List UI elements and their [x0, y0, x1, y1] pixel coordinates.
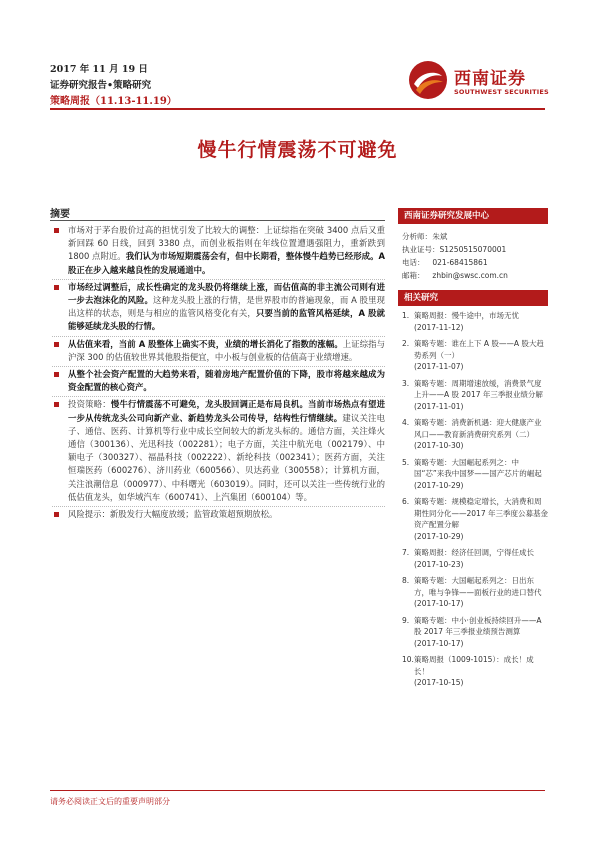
report-type: 策略周报（11.13-11.19） — [50, 96, 177, 107]
related-report-title: 策略专题：大国崛起系列之：日出东方，唯与争锋——面板行业的进口替代 — [414, 576, 542, 597]
report-category: 证券研究报告•策略研究 — [50, 80, 152, 91]
analyst-email[interactable]: zhbin@swsc.com.cn — [432, 271, 508, 280]
analyst-email-label: 邮箱： — [402, 271, 425, 280]
bullet-emphasis: 我们认为市场短期震荡会有，但中长期看，整体慢牛趋势已经形成。A 股正在步入越来越良性的发展通道中。 — [68, 251, 385, 275]
bullet-emphasis: 只要当前的监管风格延续，A 股就能够延续龙头股的行情。 — [68, 308, 386, 332]
summary-divider — [50, 220, 385, 221]
analyst-phone-label: 电话： — [402, 258, 425, 267]
header-divider — [50, 108, 545, 110]
related-report-date: (2017-10-17) — [414, 599, 464, 608]
report-header — [50, 62, 250, 110]
related-report-title: 策略专题：规模稳定增长，大消费和周期性同分化——2017 年三季度公募基金资产配置分解 — [414, 497, 548, 529]
analyst-license-row — [402, 243, 544, 256]
bullet-emphasis: 慢牛行情震荡不可避免，龙头股回调正是布局良机。当前市场热点有望进一步从传统龙头公司向新产业、新趋势龙头公司传导，结构性行情继续。 — [68, 399, 386, 423]
bullet-lead: 从估值来看，当前 A 股整体上确实不贵，业绩的增长消化了指数的涨幅。 — [68, 338, 343, 349]
bullet-square-icon — [54, 402, 59, 407]
bullet-text: 市场对于茅台股价过高的担忧引发了比较大的调整：上证综指在突破 3400 点后又重新回踩 60 日线，回到 3380 点，而创业板指则在年线位置遭遇强阻力，重新跌到 1800 点附近。 — [68, 225, 385, 262]
related-report-item[interactable]: 3. 策略专题：周期增速放缓，消费景气度上升——A 股 2017 年三季报业绩分解 (2017-11-01) — [402, 378, 548, 413]
related-report-item[interactable]: 2. 策略专题：谁在上下 A 股——A 股大趋势系列（一） (2017-11-07) — [402, 338, 548, 373]
related-report-title: 策略周报：慢牛途中，市场无忧 — [414, 311, 519, 320]
related-report-date: (2017-11-07) — [414, 362, 464, 371]
related-report-item[interactable]: 7. 策略周报：经济任回调，宁得任成长 (2017-10-23) — [402, 547, 548, 570]
related-report-date: (2017-10-17) — [414, 638, 464, 648]
bullet-text: 风险提示：新股发行大幅度放缓；监管政策超预期放松。 — [68, 509, 278, 520]
summary-heading: 摘要 — [50, 209, 70, 220]
analyst-email-row — [402, 269, 544, 282]
bullet-square-icon — [54, 285, 59, 290]
related-report-item[interactable]: 8. 策略专题：大国崛起系列之：日出东方，唯与争锋——面板行业的进口替代 (2017-10-17) — [402, 575, 548, 610]
analyst-license: S1250515070001 — [439, 245, 507, 254]
related-report-title: 策略专题：大国崛起系列之：中国“芯”来我中国梦——国产芯片的崛起 — [414, 457, 542, 478]
page-title: 慢牛行情震荡不可避免 — [197, 139, 398, 161]
related-report-item[interactable]: 1. 策略周报：慢牛途中，市场无忧 (2017-11-12) — [402, 310, 548, 333]
analyst-name: 朱斌 — [432, 232, 448, 241]
report-date: 2017 年 11 月 19 日 — [50, 64, 148, 75]
analyst-phone-row — [402, 256, 544, 269]
related-report-title: 策略周报（1009-1015）：成长！成长！ — [414, 655, 534, 676]
related-report-title: 策略专题：周期增速放缓，消费景气度上升——A 股 2017 年三季报业绩分解 — [414, 378, 543, 399]
sidebar — [398, 208, 548, 694]
related-report-title: 策略专题：中小·创业板持续回升——A 股 2017 年三季报业绩预告测算 — [414, 615, 542, 636]
footer-divider — [50, 790, 545, 791]
bullet-lead: 市场经过调整后，成长性确定的龙头股仍将继续上涨，而估值高的非主流公司则有进一步去泡沫化的风险。 — [68, 281, 385, 306]
summary-bullet — [52, 508, 385, 521]
footer-disclaimer: 请务必阅读正文后的重要声明部分 — [50, 797, 170, 806]
related-report-date: (2017-10-30) — [414, 441, 464, 450]
related-report-title: 策略周报：经济任回调，宁得任成长 — [414, 548, 534, 557]
related-report-date: (2017-10-23) — [414, 559, 464, 569]
summary-bullets — [52, 224, 385, 525]
bullet-separator — [52, 279, 385, 280]
bullet-separator — [52, 336, 385, 337]
bullet-separator — [52, 506, 385, 507]
analyst-name-label: 分析师： — [402, 232, 432, 241]
related-report-item[interactable]: 9. 策略专题：中小·创业板持续回升——A 股 2017 年三季报业绩预告测算 (2017-10-17) — [402, 615, 548, 650]
related-report-date: (2017-11-12) — [414, 322, 464, 332]
analyst-license-label: 执业证号： — [402, 245, 440, 254]
research-center-heading: 西南证券研究发展中心 — [398, 208, 548, 224]
related-report-item[interactable]: 10. 策略周报（1009-1015）：成长！成长！ (2017-10-15) — [402, 654, 548, 689]
bullet-lead: 从整个社会资产配置的大趋势来看，随着房地产配置价值的下降，股市将越来越成为资金配置的核心资产。 — [68, 369, 385, 393]
related-report-date: (2017-10-29) — [414, 531, 464, 541]
bullet-square-icon — [54, 372, 59, 377]
bullet-square-icon — [54, 228, 59, 233]
related-research-list — [398, 306, 548, 689]
related-report-title: 策略专题：谁在上下 A 股——A 股大趋势系列（一） — [414, 339, 544, 360]
summary-bullet — [52, 368, 385, 394]
summary-bullet — [52, 281, 385, 334]
company-logo — [408, 60, 558, 102]
logo-name-en: SOUTHWEST SECURITIES — [454, 88, 549, 96]
analyst-info — [398, 224, 548, 282]
analyst-name-row — [402, 230, 544, 243]
related-report-title: 策略专题：消费新机遇：迎大健康产业风口——教育新消费研究系列（二） — [414, 418, 542, 439]
logo-name-cn: 西南证券 — [454, 69, 526, 89]
bullet-text: 投资策略： — [68, 399, 111, 410]
related-report-item[interactable]: 4. 策略专题：消费新机遇：迎大健康产业风口——教育新消费研究系列（二） (2017-10-30) — [402, 417, 548, 452]
summary-bullet — [52, 224, 385, 277]
related-report-item[interactable]: 5. 策略专题：大国崛起系列之：中国“芯”来我中国梦——国产芯片的崛起 (2017-10-29) — [402, 457, 548, 492]
bullet-text: 上证综指与沪深 300 的估值较世界其他股指便宜，中小板与创业板的估值高于业绩增速。 — [68, 338, 386, 362]
bullet-text: 这种龙头股上涨的行情，是世界股市的普遍现象，而 A 股里现出这样的状态，则是与相应的监管风格变化有关， — [68, 295, 385, 319]
bullet-square-icon — [54, 512, 59, 517]
logo-mark-icon — [408, 60, 448, 100]
analyst-phone: 021-68415861 — [432, 258, 488, 267]
summary-bullet — [52, 338, 385, 364]
related-report-date: (2017-10-15) — [414, 678, 464, 687]
related-report-date: (2017-11-01) — [414, 401, 464, 411]
related-report-date: (2017-10-29) — [414, 480, 464, 490]
bullet-separator — [52, 396, 385, 397]
summary-bullet — [52, 398, 385, 504]
related-research-heading: 相关研究 — [398, 290, 548, 306]
bullet-square-icon — [54, 342, 59, 347]
related-report-item[interactable]: 6. 策略专题：规模稳定增长，大消费和周期性同分化——2017 年三季度公募基金资产配置分解 (2017-10-29) — [402, 497, 548, 541]
bullet-tail: 建议关注电子、通信、医药、计算机等行业中成长空间较大的新龙头标的。通信方面，关注烽火通信（300136）、光迅科技（002281）；电子方面，关注中航光电（002179）、中颖电子（300327）、福晶科技（002222）、新纶科技（002341）；医药方面，关注恒瑞医药（600276）、济川药业（600566）、贝达药业（300558）；计算机方面，关注浪潮信息（000977）、中科曙光（603019）。同时，还可以关注一些传统行业的低估值龙头，如华域汽车（600741）、上汽集团（600104）等。 — [68, 412, 386, 502]
bullet-separator — [52, 366, 385, 367]
